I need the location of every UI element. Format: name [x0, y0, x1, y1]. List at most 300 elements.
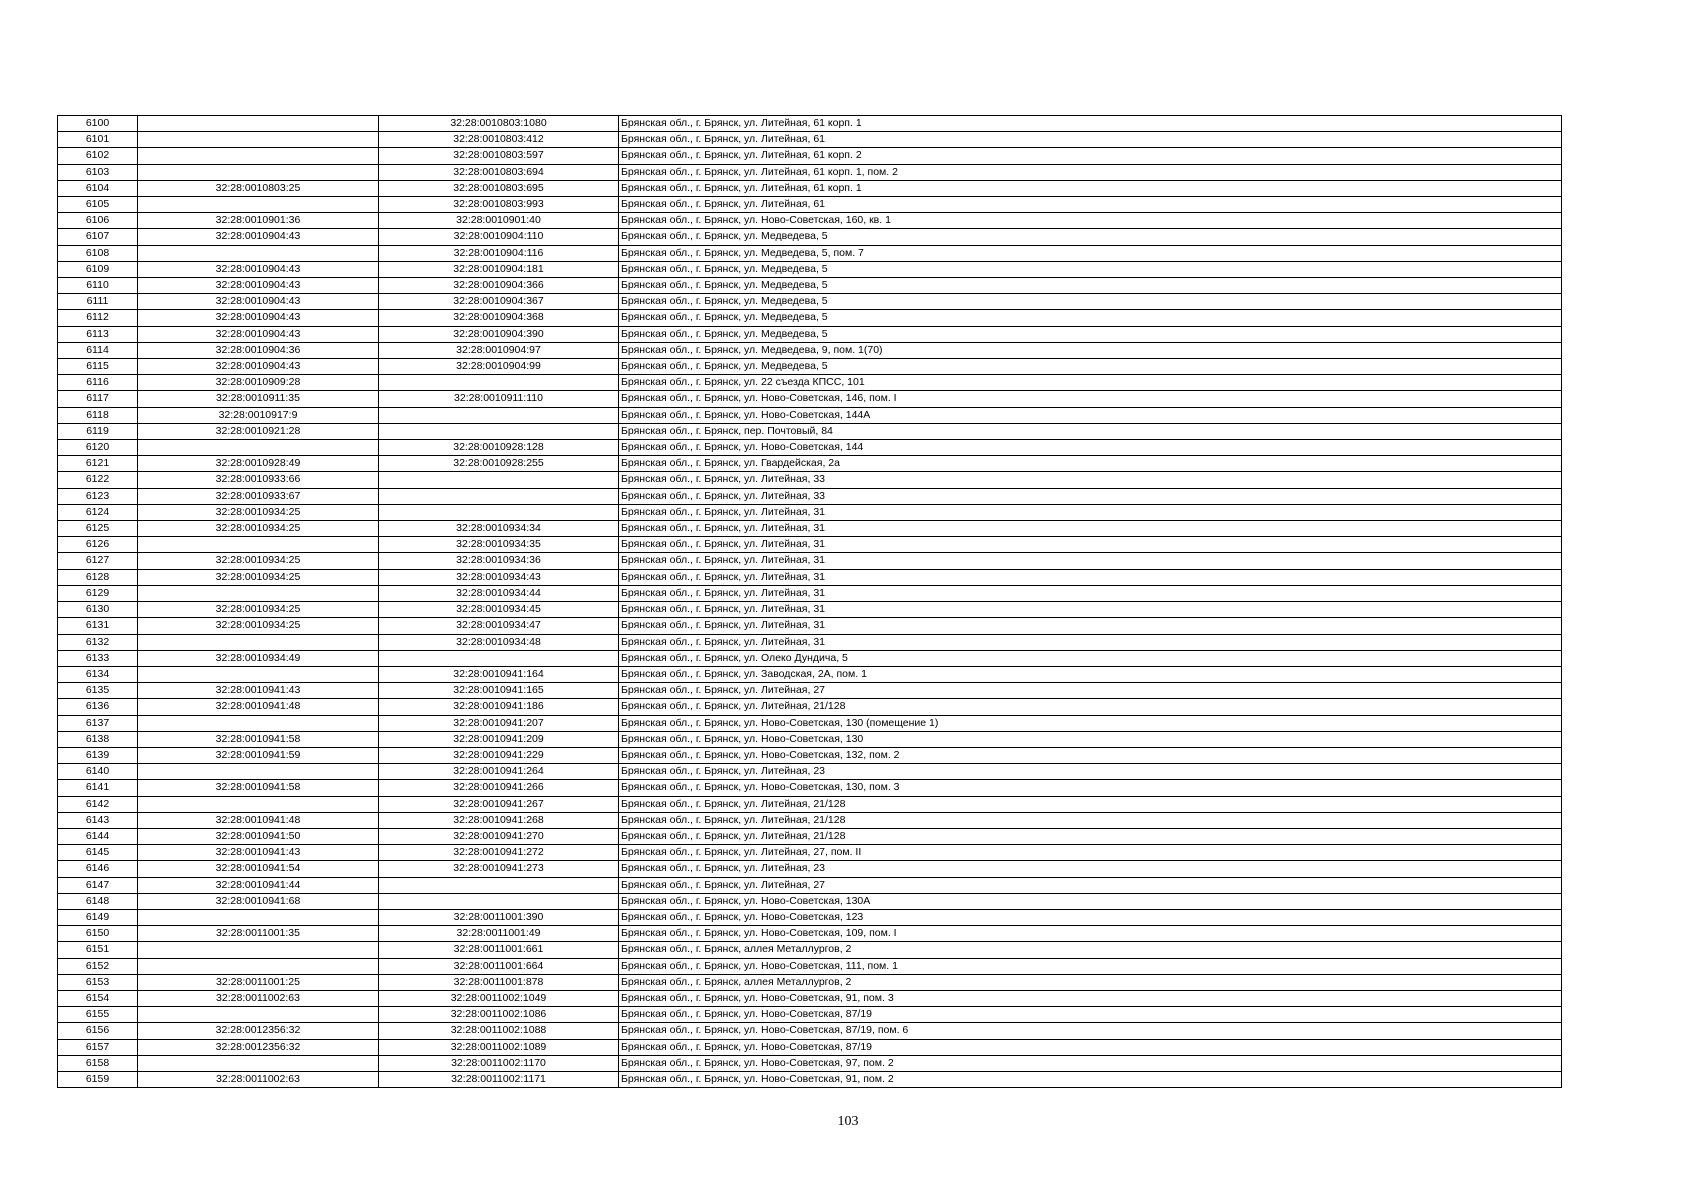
- object-cadastral-number-cell: 32:28:0010941:165: [379, 683, 619, 699]
- row-number-cell: 6140: [58, 764, 138, 780]
- land-cadastral-number-cell: 32:28:0010941:54: [138, 861, 379, 877]
- land-cadastral-number-cell: 32:28:0010934:25: [138, 553, 379, 569]
- land-cadastral-number-cell: 32:28:0010941:59: [138, 747, 379, 763]
- object-cadastral-number-cell: 32:28:0010928:128: [379, 440, 619, 456]
- object-cadastral-number-cell: 32:28:0011001:661: [379, 942, 619, 958]
- row-number-cell: 6101: [58, 132, 138, 148]
- row-number-cell: 6112: [58, 310, 138, 326]
- land-cadastral-number-cell: 32:28:0010941:58: [138, 780, 379, 796]
- object-cadastral-number-cell: 32:28:0010934:36: [379, 553, 619, 569]
- table-row: [58, 731, 1562, 747]
- address-cell: Брянская обл., г. Брянск, ул. Ново-Советская, 87/19: [619, 1007, 1562, 1023]
- object-cadastral-number-cell: 32:28:0011002:1170: [379, 1055, 619, 1071]
- table-row: [58, 180, 1562, 196]
- row-number-cell: 6131: [58, 618, 138, 634]
- land-cadastral-number-cell: 32:28:0012356:32: [138, 1023, 379, 1039]
- land-cadastral-number-cell: [138, 666, 379, 682]
- row-number-cell: 6125: [58, 521, 138, 537]
- land-cadastral-number-cell: 32:28:0010941:48: [138, 812, 379, 828]
- object-cadastral-number-cell: 32:28:0010941:267: [379, 796, 619, 812]
- object-cadastral-number-cell: 32:28:0010941:164: [379, 666, 619, 682]
- table-row: [58, 958, 1562, 974]
- table-row: [58, 909, 1562, 925]
- land-cadastral-number-cell: 32:28:0010904:43: [138, 310, 379, 326]
- object-cadastral-number-cell: 32:28:0010941:264: [379, 764, 619, 780]
- table-row: [58, 521, 1562, 537]
- object-cadastral-number-cell: 32:28:0010904:390: [379, 326, 619, 342]
- table-row: [58, 990, 1562, 1006]
- land-cadastral-number-cell: [138, 116, 379, 132]
- object-cadastral-number-cell: 32:28:0010904:99: [379, 359, 619, 375]
- address-cell: Брянская обл., г. Брянск, ул. Литейная, 23: [619, 861, 1562, 877]
- land-cadastral-number-cell: 32:28:0010941:68: [138, 893, 379, 909]
- table-row: [58, 164, 1562, 180]
- address-cell: Брянская обл., г. Брянск, ул. Литейная, 21/128: [619, 699, 1562, 715]
- table-row: [58, 747, 1562, 763]
- land-cadastral-number-cell: 32:28:0011002:63: [138, 1071, 379, 1087]
- row-number-cell: 6118: [58, 407, 138, 423]
- address-cell: Брянская обл., г. Брянск, ул. Ново-Советская, 144А: [619, 407, 1562, 423]
- table-row: [58, 877, 1562, 893]
- object-cadastral-number-cell: 32:28:0010941:268: [379, 812, 619, 828]
- land-cadastral-number-cell: 32:28:0010904:43: [138, 229, 379, 245]
- row-number-cell: 6155: [58, 1007, 138, 1023]
- table-row: [58, 828, 1562, 844]
- table-row: [58, 974, 1562, 990]
- address-cell: Брянская обл., г. Брянск, ул. Ново-Советская, 97, пом. 2: [619, 1055, 1562, 1071]
- address-cell: Брянская обл., г. Брянск, аллея Металлургов, 2: [619, 974, 1562, 990]
- address-cell: Брянская обл., г. Брянск, ул. Заводская, 2А, пом. 1: [619, 666, 1562, 682]
- row-number-cell: 6141: [58, 780, 138, 796]
- object-cadastral-number-cell: 32:28:0010904:366: [379, 278, 619, 294]
- land-cadastral-number-cell: 32:28:0010909:28: [138, 375, 379, 391]
- land-cadastral-number-cell: 32:28:0010917:9: [138, 407, 379, 423]
- land-cadastral-number-cell: 32:28:0010803:25: [138, 180, 379, 196]
- object-cadastral-number-cell: 32:28:0010803:694: [379, 164, 619, 180]
- table-row: [58, 278, 1562, 294]
- object-cadastral-number-cell: 32:28:0010904:97: [379, 342, 619, 358]
- land-cadastral-number-cell: 32:28:0010934:25: [138, 569, 379, 585]
- table-row: [58, 504, 1562, 520]
- land-cadastral-number-cell: 32:28:0010934:25: [138, 504, 379, 520]
- table-row: [58, 1055, 1562, 1071]
- address-cell: Брянская обл., г. Брянск, ул. Литейная, 61 корп. 2: [619, 148, 1562, 164]
- object-cadastral-number-cell: 32:28:0010934:45: [379, 602, 619, 618]
- row-number-cell: 6111: [58, 294, 138, 310]
- table-row: [58, 942, 1562, 958]
- row-number-cell: 6150: [58, 926, 138, 942]
- table-row: [58, 553, 1562, 569]
- land-cadastral-number-cell: 32:28:0010934:25: [138, 521, 379, 537]
- object-cadastral-number-cell: 32:28:0010803:597: [379, 148, 619, 164]
- table-row: [58, 796, 1562, 812]
- table-row: [58, 294, 1562, 310]
- land-cadastral-number-cell: 32:28:0010921:28: [138, 423, 379, 439]
- land-cadastral-number-cell: 32:28:0012356:32: [138, 1039, 379, 1055]
- object-cadastral-number-cell: 32:28:0010904:110: [379, 229, 619, 245]
- table-row: [58, 634, 1562, 650]
- row-number-cell: 6106: [58, 213, 138, 229]
- row-number-cell: 6121: [58, 456, 138, 472]
- land-cadastral-number-cell: [138, 440, 379, 456]
- land-cadastral-number-cell: 32:28:0010904:43: [138, 278, 379, 294]
- table-row: [58, 148, 1562, 164]
- table-row: [58, 893, 1562, 909]
- address-cell: Брянская обл., г. Брянск, ул. Ново-Советская, 91, пом. 3: [619, 990, 1562, 1006]
- table-row: [58, 926, 1562, 942]
- object-cadastral-number-cell: 32:28:0011002:1088: [379, 1023, 619, 1039]
- row-number-cell: 6124: [58, 504, 138, 520]
- row-number-cell: 6134: [58, 666, 138, 682]
- table-row: [58, 699, 1562, 715]
- row-number-cell: 6153: [58, 974, 138, 990]
- row-number-cell: 6116: [58, 375, 138, 391]
- address-cell: Брянская обл., г. Брянск, ул. Литейная, 31: [619, 537, 1562, 553]
- address-cell: Брянская обл., г. Брянск, ул. Литейная, 31: [619, 553, 1562, 569]
- address-cell: Брянская обл., г. Брянск, ул. Ново-Советская, 160, кв. 1: [619, 213, 1562, 229]
- address-cell: Брянская обл., г. Брянск, ул. Ново-Советская, 87/19: [619, 1039, 1562, 1055]
- table-row: [58, 1039, 1562, 1055]
- object-cadastral-number-cell: 32:28:0010803:412: [379, 132, 619, 148]
- row-number-cell: 6157: [58, 1039, 138, 1055]
- table-row: [58, 666, 1562, 682]
- object-cadastral-number-cell: 32:28:0010934:44: [379, 585, 619, 601]
- table-row: [58, 715, 1562, 731]
- row-number-cell: 6126: [58, 537, 138, 553]
- object-cadastral-number-cell: 32:28:0010941:209: [379, 731, 619, 747]
- row-number-cell: 6148: [58, 893, 138, 909]
- address-cell: Брянская обл., г. Брянск, ул. Медведева, 5: [619, 359, 1562, 375]
- object-cadastral-number-cell: 32:28:0010803:695: [379, 180, 619, 196]
- land-cadastral-number-cell: [138, 958, 379, 974]
- address-cell: Брянская обл., г. Брянск, ул. Литейная, 61 корп. 1: [619, 180, 1562, 196]
- table-row: [58, 359, 1562, 375]
- table-row: [58, 391, 1562, 407]
- land-cadastral-number-cell: [138, 148, 379, 164]
- table-row: [58, 1007, 1562, 1023]
- land-cadastral-number-cell: 32:28:0010904:43: [138, 359, 379, 375]
- object-cadastral-number-cell: 32:28:0011002:1089: [379, 1039, 619, 1055]
- land-cadastral-number-cell: 32:28:0010941:58: [138, 731, 379, 747]
- object-cadastral-number-cell: 32:28:0010941:272: [379, 845, 619, 861]
- land-cadastral-number-cell: 32:28:0010928:49: [138, 456, 379, 472]
- table-row: [58, 132, 1562, 148]
- row-number-cell: 6103: [58, 164, 138, 180]
- table-row: [58, 602, 1562, 618]
- address-cell: Брянская обл., г. Брянск, ул. 22 съезда КПСС, 101: [619, 375, 1562, 391]
- table-row: [58, 1023, 1562, 1039]
- table-row: [58, 845, 1562, 861]
- table-row: [58, 261, 1562, 277]
- land-cadastral-number-cell: 32:28:0010934:25: [138, 618, 379, 634]
- table-row: [58, 861, 1562, 877]
- object-cadastral-number-cell: 32:28:0010928:255: [379, 456, 619, 472]
- page-number: 103: [837, 1114, 859, 1129]
- object-cadastral-number-cell: 32:28:0011002:1049: [379, 990, 619, 1006]
- object-cadastral-number-cell: 32:28:0010941:186: [379, 699, 619, 715]
- object-cadastral-number-cell: [379, 423, 619, 439]
- row-number-cell: 6158: [58, 1055, 138, 1071]
- row-number-cell: 6143: [58, 812, 138, 828]
- object-cadastral-number-cell: 32:28:0011002:1171: [379, 1071, 619, 1087]
- row-number-cell: 6159: [58, 1071, 138, 1087]
- object-cadastral-number-cell: 32:28:0010803:1080: [379, 116, 619, 132]
- row-number-cell: 6113: [58, 326, 138, 342]
- row-number-cell: 6129: [58, 585, 138, 601]
- row-number-cell: 6119: [58, 423, 138, 439]
- object-cadastral-number-cell: 32:28:0011001:390: [379, 909, 619, 925]
- land-cadastral-number-cell: [138, 1007, 379, 1023]
- object-cadastral-number-cell: 32:28:0011001:878: [379, 974, 619, 990]
- table-row: [58, 310, 1562, 326]
- object-cadastral-number-cell: 32:28:0010904:367: [379, 294, 619, 310]
- address-cell: Брянская обл., г. Брянск, ул. Ново-Советская, 144: [619, 440, 1562, 456]
- object-cadastral-number-cell: [379, 504, 619, 520]
- registry-table: [57, 115, 1562, 1088]
- land-cadastral-number-cell: 32:28:0010934:49: [138, 650, 379, 666]
- object-cadastral-number-cell: 32:28:0010934:34: [379, 521, 619, 537]
- object-cadastral-number-cell: [379, 877, 619, 893]
- row-number-cell: 6100: [58, 116, 138, 132]
- row-number-cell: 6128: [58, 569, 138, 585]
- land-cadastral-number-cell: 32:28:0010904:36: [138, 342, 379, 358]
- address-cell: Брянская обл., г. Брянск, ул. Олеко Дундича, 5: [619, 650, 1562, 666]
- row-number-cell: 6139: [58, 747, 138, 763]
- land-cadastral-number-cell: 32:28:0011001:25: [138, 974, 379, 990]
- object-cadastral-number-cell: 32:28:0010941:229: [379, 747, 619, 763]
- object-cadastral-number-cell: 32:28:0010941:207: [379, 715, 619, 731]
- row-number-cell: 6114: [58, 342, 138, 358]
- row-number-cell: 6145: [58, 845, 138, 861]
- row-number-cell: 6156: [58, 1023, 138, 1039]
- address-cell: Брянская обл., г. Брянск, ул. Медведева, 5: [619, 294, 1562, 310]
- land-cadastral-number-cell: 32:28:0011002:63: [138, 990, 379, 1006]
- address-cell: Брянская обл., г. Брянск, ул. Литейная, 21/128: [619, 828, 1562, 844]
- address-cell: Брянская обл., г. Брянск, аллея Металлургов, 2: [619, 942, 1562, 958]
- row-number-cell: 6152: [58, 958, 138, 974]
- row-number-cell: 6136: [58, 699, 138, 715]
- object-cadastral-number-cell: 32:28:0010934:47: [379, 618, 619, 634]
- row-number-cell: 6109: [58, 261, 138, 277]
- address-cell: Брянская обл., г. Брянск, ул. Литейная, 21/128: [619, 796, 1562, 812]
- land-cadastral-number-cell: 32:28:0010933:66: [138, 472, 379, 488]
- land-cadastral-number-cell: 32:28:0010941:44: [138, 877, 379, 893]
- row-number-cell: 6130: [58, 602, 138, 618]
- table-row: [58, 456, 1562, 472]
- address-cell: Брянская обл., г. Брянск, ул. Ново-Советская, 111, пом. 1: [619, 958, 1562, 974]
- row-number-cell: 6133: [58, 650, 138, 666]
- address-cell: Брянская обл., г. Брянск, ул. Литейная, 31: [619, 634, 1562, 650]
- table-row: [58, 1071, 1562, 1087]
- address-cell: Брянская обл., г. Брянск, ул. Медведева, 5: [619, 326, 1562, 342]
- address-cell: Брянская обл., г. Брянск, ул. Ново-Советская, 130: [619, 731, 1562, 747]
- object-cadastral-number-cell: 32:28:0010803:993: [379, 197, 619, 213]
- table-row: [58, 440, 1562, 456]
- table-row: [58, 116, 1562, 132]
- address-cell: Брянская обл., г. Брянск, ул. Ново-Советская, 130А: [619, 893, 1562, 909]
- land-cadastral-number-cell: 32:28:0010941:43: [138, 845, 379, 861]
- land-cadastral-number-cell: [138, 715, 379, 731]
- object-cadastral-number-cell: 32:28:0010904:181: [379, 261, 619, 277]
- row-number-cell: 6146: [58, 861, 138, 877]
- land-cadastral-number-cell: 32:28:0010904:43: [138, 261, 379, 277]
- land-cadastral-number-cell: 32:28:0010904:43: [138, 294, 379, 310]
- address-cell: Брянская обл., г. Брянск, ул. Литейная, 61: [619, 197, 1562, 213]
- table-row: [58, 780, 1562, 796]
- row-number-cell: 6120: [58, 440, 138, 456]
- row-number-cell: 6123: [58, 488, 138, 504]
- address-cell: Брянская обл., г. Брянск, ул. Литейная, 23: [619, 764, 1562, 780]
- land-cadastral-number-cell: 32:28:0010911:35: [138, 391, 379, 407]
- address-cell: Брянская обл., г. Брянск, ул. Медведева, 5: [619, 229, 1562, 245]
- land-cadastral-number-cell: 32:28:0010904:43: [138, 326, 379, 342]
- land-cadastral-number-cell: [138, 909, 379, 925]
- address-cell: Брянская обл., г. Брянск, ул. Литейная, 27: [619, 877, 1562, 893]
- land-cadastral-number-cell: [138, 585, 379, 601]
- land-cadastral-number-cell: [138, 132, 379, 148]
- address-cell: Брянская обл., г. Брянск, ул. Медведева, 5, пом. 7: [619, 245, 1562, 261]
- object-cadastral-number-cell: 32:28:0010934:35: [379, 537, 619, 553]
- object-cadastral-number-cell: 32:28:0011002:1086: [379, 1007, 619, 1023]
- object-cadastral-number-cell: [379, 375, 619, 391]
- row-number-cell: 6149: [58, 909, 138, 925]
- table-row: [58, 472, 1562, 488]
- land-cadastral-number-cell: [138, 197, 379, 213]
- land-cadastral-number-cell: [138, 764, 379, 780]
- row-number-cell: 6108: [58, 245, 138, 261]
- registry-table-body: [58, 116, 1562, 1088]
- address-cell: Брянская обл., г. Брянск, ул. Ново-Советская, 130 (помещение 1): [619, 715, 1562, 731]
- land-cadastral-number-cell: 32:28:0010941:48: [138, 699, 379, 715]
- address-cell: Брянская обл., г. Брянск, ул. Медведева, 9, пом. 1(70): [619, 342, 1562, 358]
- table-row: [58, 764, 1562, 780]
- object-cadastral-number-cell: 32:28:0010934:43: [379, 569, 619, 585]
- row-number-cell: 6144: [58, 828, 138, 844]
- address-cell: Брянская обл., г. Брянск, ул. Ново-Советская, 123: [619, 909, 1562, 925]
- land-cadastral-number-cell: 32:28:0010941:50: [138, 828, 379, 844]
- address-cell: Брянская обл., г. Брянск, ул. Ново-Советская, 109, пом. I: [619, 926, 1562, 942]
- object-cadastral-number-cell: [379, 650, 619, 666]
- address-cell: Брянская обл., г. Брянск, ул. Гвардейская, 2а: [619, 456, 1562, 472]
- row-number-cell: 6147: [58, 877, 138, 893]
- address-cell: Брянская обл., г. Брянск, ул. Литейная, 27, пом. II: [619, 845, 1562, 861]
- address-cell: Брянская обл., г. Брянск, ул. Литейная, 33: [619, 488, 1562, 504]
- object-cadastral-number-cell: [379, 407, 619, 423]
- address-cell: Брянская обл., г. Брянск, ул. Ново-Советская, 130, пом. 3: [619, 780, 1562, 796]
- land-cadastral-number-cell: [138, 634, 379, 650]
- address-cell: Брянская обл., г. Брянск, ул. Литейная, 21/128: [619, 812, 1562, 828]
- object-cadastral-number-cell: 32:28:0010904:368: [379, 310, 619, 326]
- table-row: [58, 537, 1562, 553]
- address-cell: Брянская обл., г. Брянск, ул. Ново-Советская, 91, пом. 2: [619, 1071, 1562, 1087]
- row-number-cell: 6127: [58, 553, 138, 569]
- row-number-cell: 6138: [58, 731, 138, 747]
- table-row: [58, 488, 1562, 504]
- address-cell: Брянская обл., г. Брянск, ул. Литейная, 31: [619, 585, 1562, 601]
- land-cadastral-number-cell: [138, 796, 379, 812]
- row-number-cell: 6107: [58, 229, 138, 245]
- object-cadastral-number-cell: 32:28:0010941:273: [379, 861, 619, 877]
- object-cadastral-number-cell: 32:28:0011001:664: [379, 958, 619, 974]
- row-number-cell: 6132: [58, 634, 138, 650]
- table-row: [58, 326, 1562, 342]
- table-row: [58, 650, 1562, 666]
- address-cell: Брянская обл., г. Брянск, ул. Литейная, 27: [619, 683, 1562, 699]
- row-number-cell: 6154: [58, 990, 138, 1006]
- address-cell: Брянская обл., г. Брянск, ул. Литейная, 33: [619, 472, 1562, 488]
- land-cadastral-number-cell: [138, 164, 379, 180]
- row-number-cell: 6151: [58, 942, 138, 958]
- table-row: [58, 683, 1562, 699]
- table-row: [58, 423, 1562, 439]
- land-cadastral-number-cell: [138, 537, 379, 553]
- table-row: [58, 812, 1562, 828]
- row-number-cell: 6104: [58, 180, 138, 196]
- address-cell: Брянская обл., г. Брянск, ул. Ново-Советская, 146, пом. I: [619, 391, 1562, 407]
- address-cell: Брянская обл., г. Брянск, ул. Литейная, 31: [619, 504, 1562, 520]
- row-number-cell: 6122: [58, 472, 138, 488]
- row-number-cell: 6135: [58, 683, 138, 699]
- object-cadastral-number-cell: 32:28:0010941:270: [379, 828, 619, 844]
- table-row: [58, 618, 1562, 634]
- address-cell: Брянская обл., г. Брянск, ул. Литейная, 61: [619, 132, 1562, 148]
- row-number-cell: 6117: [58, 391, 138, 407]
- land-cadastral-number-cell: 32:28:0010934:25: [138, 602, 379, 618]
- table-row: [58, 375, 1562, 391]
- row-number-cell: 6137: [58, 715, 138, 731]
- address-cell: Брянская обл., г. Брянск, ул. Медведева, 5: [619, 278, 1562, 294]
- table-row: [58, 342, 1562, 358]
- table-row: [58, 245, 1562, 261]
- row-number-cell: 6110: [58, 278, 138, 294]
- object-cadastral-number-cell: 32:28:0010911:110: [379, 391, 619, 407]
- table-row: [58, 407, 1562, 423]
- table-row: [58, 213, 1562, 229]
- address-cell: Брянская обл., г. Брянск, пер. Почтовый, 84: [619, 423, 1562, 439]
- object-cadastral-number-cell: 32:28:0011001:49: [379, 926, 619, 942]
- row-number-cell: 6105: [58, 197, 138, 213]
- address-cell: Брянская обл., г. Брянск, ул. Медведева, 5: [619, 310, 1562, 326]
- object-cadastral-number-cell: 32:28:0010941:266: [379, 780, 619, 796]
- object-cadastral-number-cell: 32:28:0010901:40: [379, 213, 619, 229]
- land-cadastral-number-cell: [138, 245, 379, 261]
- address-cell: Брянская обл., г. Брянск, ул. Литейная, 61 корп. 1, пом. 2: [619, 164, 1562, 180]
- row-number-cell: 6142: [58, 796, 138, 812]
- address-cell: Брянская обл., г. Брянск, ул. Литейная, 31: [619, 602, 1562, 618]
- address-cell: Брянская обл., г. Брянск, ул. Литейная, 61 корп. 1: [619, 116, 1562, 132]
- row-number-cell: 6102: [58, 148, 138, 164]
- land-cadastral-number-cell: 32:28:0010933:67: [138, 488, 379, 504]
- land-cadastral-number-cell: 32:28:0011001:35: [138, 926, 379, 942]
- table-row: [58, 569, 1562, 585]
- object-cadastral-number-cell: [379, 488, 619, 504]
- table-row: [58, 197, 1562, 213]
- object-cadastral-number-cell: [379, 893, 619, 909]
- address-cell: Брянская обл., г. Брянск, ул. Медведева, 5: [619, 261, 1562, 277]
- address-cell: Брянская обл., г. Брянск, ул. Ново-Советская, 87/19, пом. 6: [619, 1023, 1562, 1039]
- address-cell: Брянская обл., г. Брянск, ул. Литейная, 31: [619, 618, 1562, 634]
- row-number-cell: 6115: [58, 359, 138, 375]
- table-row: [58, 585, 1562, 601]
- object-cadastral-number-cell: 32:28:0010904:116: [379, 245, 619, 261]
- object-cadastral-number-cell: 32:28:0010934:48: [379, 634, 619, 650]
- address-cell: Брянская обл., г. Брянск, ул. Ново-Советская, 132, пом. 2: [619, 747, 1562, 763]
- table-row: [58, 229, 1562, 245]
- address-cell: Брянская обл., г. Брянск, ул. Литейная, 31: [619, 521, 1562, 537]
- land-cadastral-number-cell: 32:28:0010941:43: [138, 683, 379, 699]
- land-cadastral-number-cell: [138, 1055, 379, 1071]
- land-cadastral-number-cell: 32:28:0010901:36: [138, 213, 379, 229]
